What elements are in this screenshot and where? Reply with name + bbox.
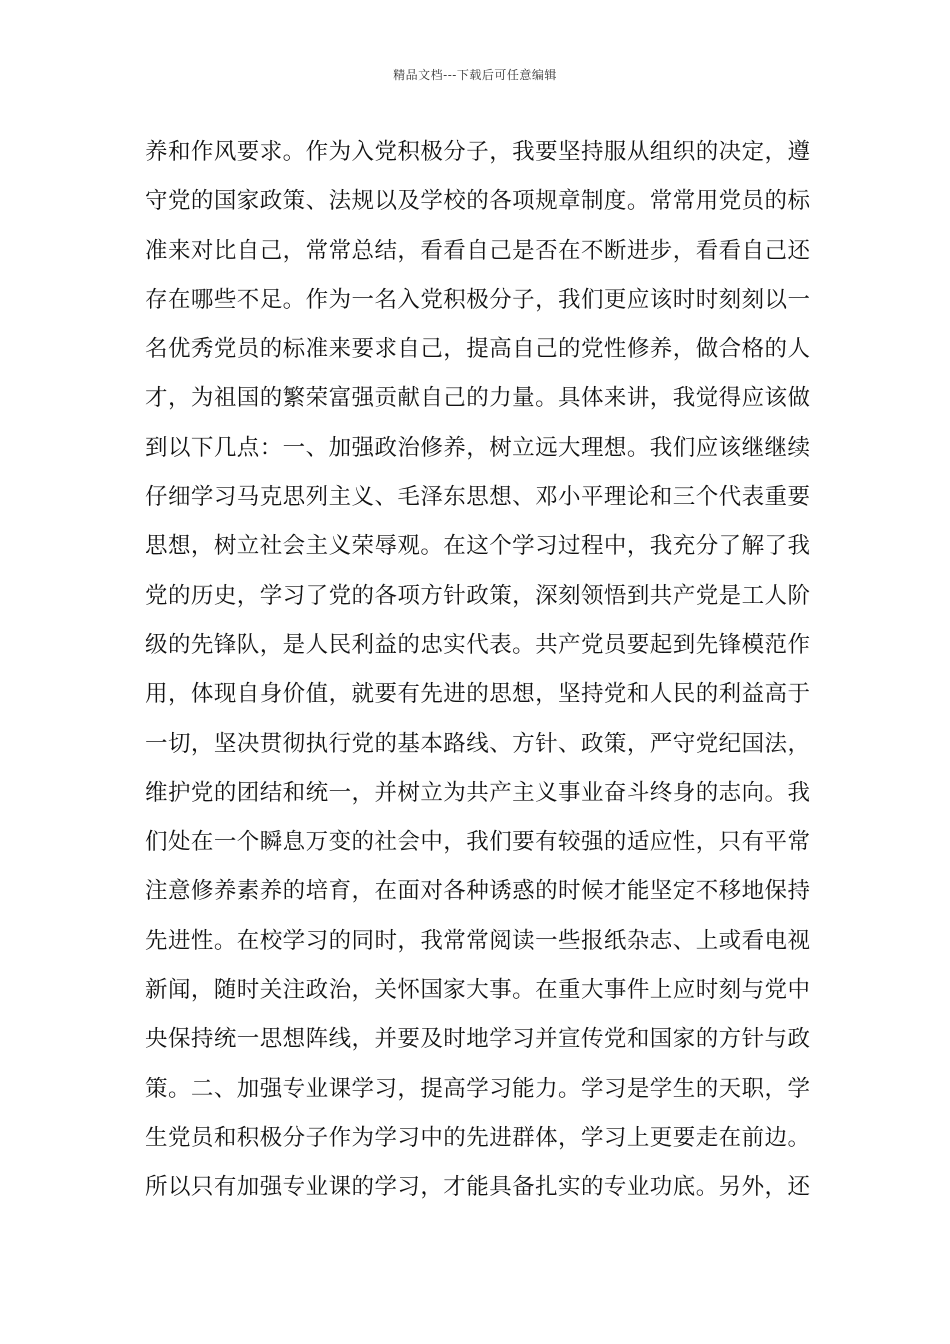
text-line: 存在哪些不足。作为一名入党积极分子，我们更应该时时刻刻以一 xyxy=(145,286,810,313)
text-line: 仔细学习马克思列主义、毛泽东思想、邓小平理论和三个代表重要 xyxy=(145,484,810,511)
page-header: 精品文档---下载后可任意编辑 xyxy=(393,68,557,82)
text-line: 才，为祖国的繁荣富强贡献自己的力量。具体来讲，我觉得应该做 xyxy=(145,385,810,412)
text-line: 一切，坚决贯彻执行党的基本路线、方针、政策，严守党纪国法， xyxy=(145,730,810,757)
text-line: 养和作风要求。作为入党积极分子，我要坚持服从组织的决定，遵 xyxy=(145,139,810,165)
text-line: 维护党的团结和统一，并树立为共产主义事业奋斗终身的志向。我 xyxy=(145,779,810,806)
text-line: 级的先锋队，是人民利益的忠实代表。共产党员要起到先锋模范作 xyxy=(145,631,810,658)
text-line: 准来对比自己，常常总结，看看自己是否在不断进步，看看自己还 xyxy=(145,237,810,264)
text-line: 名优秀党员的标准来要求自己，提高自己的党性修养，做合格的人 xyxy=(145,336,810,363)
text-line: 生党员和积极分子作为学习中的先进群体，学习上更要走在前边。 xyxy=(145,1124,810,1151)
body-text xyxy=(145,128,810,1213)
text-line: 策。二、加强专业课学习，提高学习能力。学习是学生的天职，学 xyxy=(145,1075,810,1102)
text-line: 新闻，随时关注政治，关怀国家大事。在重大事件上应时刻与党中 xyxy=(145,977,810,1004)
text-line: 思想，树立社会主义荣辱观。在这个学习过程中，我充分了解了我 xyxy=(145,533,810,560)
text-line: 先进性。在校学习的同时，我常常阅读一些报纸杂志、上或看电视 xyxy=(145,927,810,954)
text-line: 央保持统一思想阵线，并要及时地学习并宣传党和国家的方针与政 xyxy=(145,1026,810,1053)
text-line: 们处在一个瞬息万变的社会中，我们要有较强的适应性，只有平常 xyxy=(145,829,810,856)
text-line: 注意修养素养的培育，在面对各种诱惑的时候才能坚定不移地保持 xyxy=(145,878,810,905)
text-line: 守党的国家政策、法规以及学校的各项规章制度。常常用党员的标 xyxy=(145,188,810,215)
text-line: 到以下几点：一、加强政治修养，树立远大理想。我们应该继继续 xyxy=(145,434,810,461)
text-line: 所以只有加强专业课的学习，才能具备扎实的专业功底。另外，还 xyxy=(145,1174,810,1201)
text-line: 用，体现自身价值，就要有先进的思想，坚持党和人民的利益高于 xyxy=(145,681,810,708)
text-line: 党的历史，学习了党的各项方针政策，深刻领悟到共产党是工人阶 xyxy=(145,582,810,609)
